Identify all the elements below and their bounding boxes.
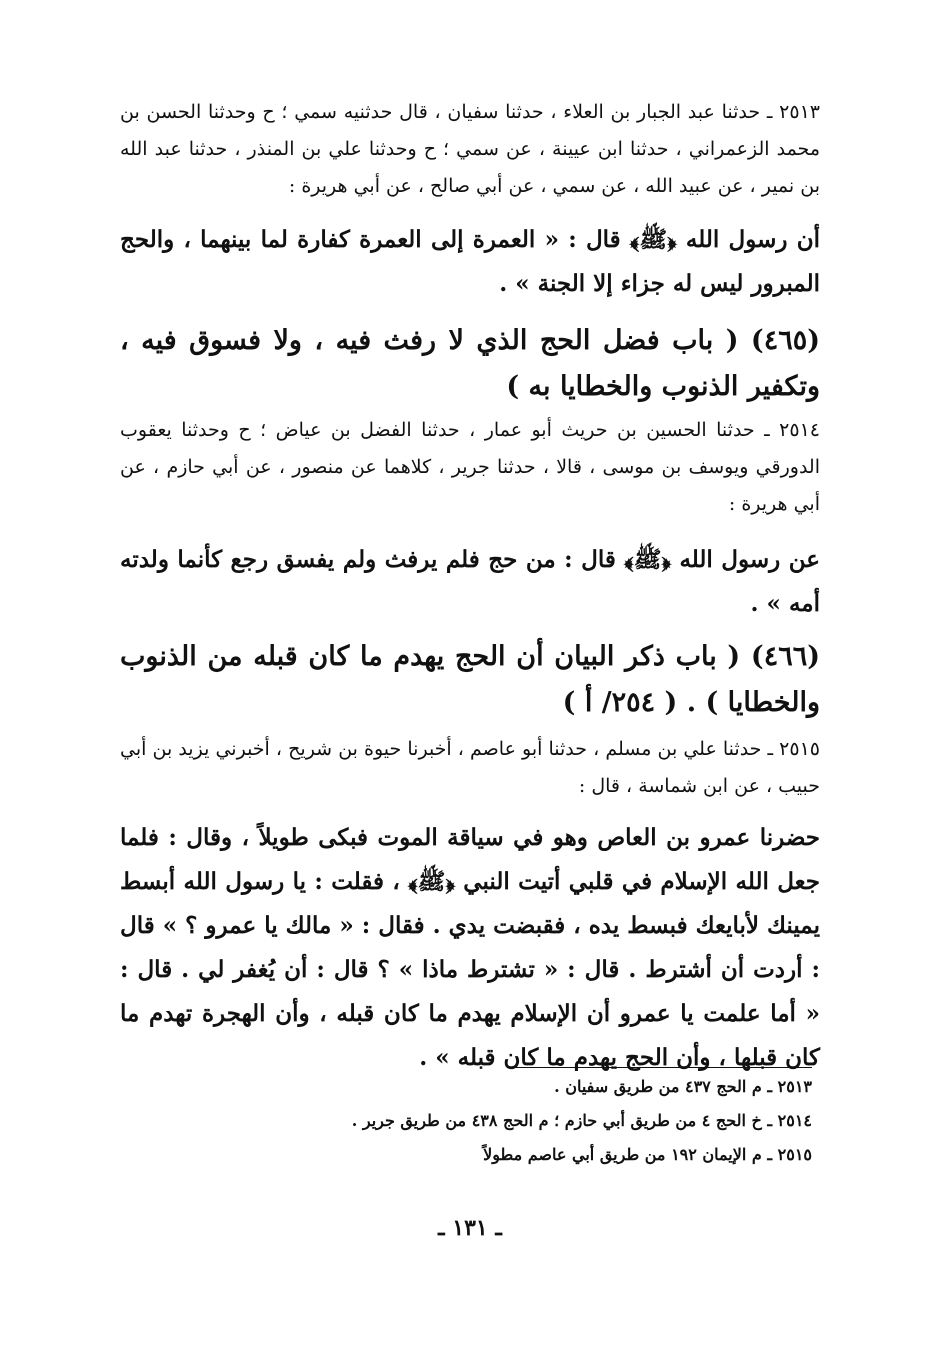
hadith-2513-chain: ٢٥١٣ ـ حدثنا عبد الجبار بن العلاء ، حدثنا سفيان ، قال حدثنيه سمي ؛ ح وحدثنا الحسن بن محمد الزعمراني ، حدثنا ابن عيينة ، عن سمي ؛ ح وحدثنا علي بن المنذر ، حدثنا عبد الله بن نمير ، عن عبيد الله ، عن سمي ، عن أبي صالح ، عن أبي هريرة : — [120, 101, 820, 197]
chapter-heading-465: (٤٦٥) ( باب فضل الحج الذي لا رفث فيه ، ولا فسوق فيه ، وتكفير الذنوب والخطايا به ) — [120, 325, 820, 402]
hadith-2514-chain: ٢٥١٤ ـ حدثنا الحسين بن حريث أبو عمار ، حدثنا الفضل بن عياض ؛ ح وحدثنا يعقوب الدورقي ويوسف بن موسى ، قالا ، حدثنا جرير ، كلاهما عن منصور ، عن أبي حازم ، عن أبي هريرة : — [120, 419, 820, 515]
footnote-2515: ٢٥١٥ ـ م الإيمان ١٩٢ من طريق أبي عاصم مطولاً — [483, 1145, 812, 1164]
hadith-2514-text: عن رسول الله ﴿ﷺ﴾ قال : من حج فلم يرفث ولم يفسق رجع كأنما ولدته أمه » . — [120, 546, 820, 617]
hadith-2513-text: أن رسول الله ﴿ﷺ﴾ قال : « العمرة إلى العمرة كفارة لما بينهما ، والحج المبرور ليس له جزاء إلا الجنة » . — [120, 226, 820, 297]
page-number: ـ ١٣١ ـ — [438, 1215, 502, 1241]
footnote-2513: ٢٥١٣ ـ م الحج ٤٣٧ من طريق سفيان . — [554, 1077, 812, 1096]
footnotes — [252, 1070, 812, 1172]
footnote-separator — [515, 1067, 812, 1068]
footnote-2514: ٢٥١٤ ـ خ الحج ٤ من طريق أبي حازم ؛ م الحج ٤٣٨ من طريق جرير . — [351, 1111, 812, 1130]
hadith-2515-text: حضرنا عمرو بن العاص وهو في سياقة الموت فبكى طويلاً ، وقال : فلما جعل الله الإسلام في قلبي أتيت النبي ﴿ﷺ﴾ ، فقلت : يا رسول الله أبسط يمينك لأبايعك فبسط يده ، فقبضت يدي . فقال : « مالك يا عمرو ؟ » قال : أردت أن أشترط . قال : « تشترط ماذا » ؟ قال : أن يُغفر لي . قال : « أما علمت يا عمرو أن الإسلام يهدم ما كان قبله ، وأن الهجرة تهدم ما كان قبلها ، وأن الحج يهدم ما كان قبله » . — [120, 824, 820, 1071]
chapter-heading-466: (٤٦٦) ( باب ذكر البيان أن الحج يهدم ما كان قبله من الذنوب والخطايا ) . ( ٢٥٤/ أ ) — [120, 641, 820, 718]
hadith-2515-chain: ٢٥١٥ ـ حدثنا علي بن مسلم ، حدثنا أبو عاصم ، أخبرنا حيوة بن شريح ، أخبرني يزيد بن أبي حبيب ، عن ابن شماسة ، قال : — [120, 738, 820, 797]
